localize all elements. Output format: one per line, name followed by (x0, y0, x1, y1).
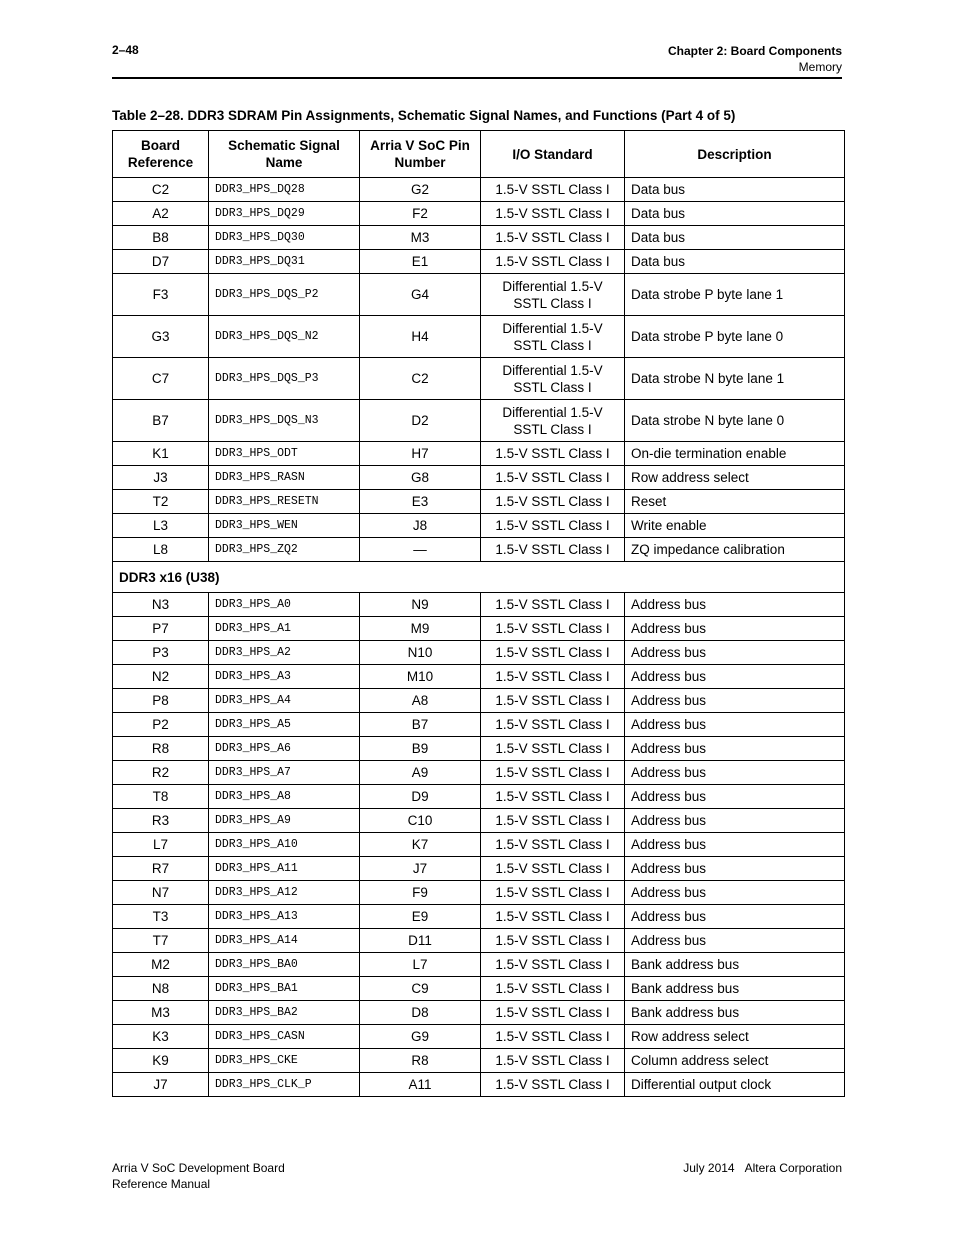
table-row (113, 929, 845, 953)
io-standard-cell: 1.5-V SSTL Class I (481, 442, 625, 466)
column-header: Schematic Signal Name (209, 131, 360, 178)
signal-name-cell: DDR3_HPS_BA1 (209, 977, 360, 1001)
description-cell: On-die termination enable (625, 442, 845, 466)
table-row (113, 881, 845, 905)
pin-number-cell: G9 (360, 1025, 481, 1049)
table-row (113, 953, 845, 977)
description-cell: Data strobe P byte lane 1 (625, 274, 845, 316)
table-row (113, 1073, 845, 1097)
pin-number-cell: G8 (360, 466, 481, 490)
board-reference-cell: J7 (113, 1073, 209, 1097)
table-row (113, 857, 845, 881)
page-number: 2–48 (112, 43, 139, 57)
signal-name-cell: DDR3_HPS_RESETN (209, 490, 360, 514)
pin-number-cell: E1 (360, 250, 481, 274)
signal-name-cell: DDR3_HPS_WEN (209, 514, 360, 538)
board-reference-cell: P2 (113, 713, 209, 737)
table-row (113, 226, 845, 250)
section-row (113, 562, 845, 593)
pin-number-cell: B7 (360, 713, 481, 737)
table-row (113, 1025, 845, 1049)
table-row (113, 1049, 845, 1073)
table-row (113, 250, 845, 274)
description-cell: Bank address bus (625, 953, 845, 977)
signal-name-cell: DDR3_HPS_DQ31 (209, 250, 360, 274)
io-standard-cell: 1.5-V SSTL Class I (481, 226, 625, 250)
io-standard-cell: 1.5-V SSTL Class I (481, 202, 625, 226)
pin-number-cell: D8 (360, 1001, 481, 1025)
pin-number-cell: G4 (360, 274, 481, 316)
pin-number-cell: C2 (360, 358, 481, 400)
description-cell: Address bus (625, 737, 845, 761)
board-reference-cell: T7 (113, 929, 209, 953)
io-standard-cell: 1.5-V SSTL Class I (481, 1073, 625, 1097)
pin-number-cell: H7 (360, 442, 481, 466)
signal-name-cell: DDR3_HPS_DQS_N2 (209, 316, 360, 358)
signal-name-cell: DDR3_HPS_DQS_N3 (209, 400, 360, 442)
signal-name-cell: DDR3_HPS_A12 (209, 881, 360, 905)
description-cell: Address bus (625, 665, 845, 689)
board-reference-cell: L8 (113, 538, 209, 562)
signal-name-cell: DDR3_HPS_A10 (209, 833, 360, 857)
pin-number-cell: J8 (360, 514, 481, 538)
description-cell: Row address select (625, 466, 845, 490)
signal-name-cell: DDR3_HPS_DQ29 (209, 202, 360, 226)
board-reference-cell: N8 (113, 977, 209, 1001)
io-standard-cell: 1.5-V SSTL Class I (481, 857, 625, 881)
description-cell: Address bus (625, 761, 845, 785)
table-row (113, 466, 845, 490)
table-row (113, 316, 845, 358)
io-standard-cell: 1.5-V SSTL Class I (481, 905, 625, 929)
io-standard-cell: Differential 1.5-V SSTL Class I (481, 400, 625, 442)
board-reference-cell: F3 (113, 274, 209, 316)
signal-name-cell: DDR3_HPS_A5 (209, 713, 360, 737)
description-cell: Data bus (625, 250, 845, 274)
board-reference-cell: R8 (113, 737, 209, 761)
signal-name-cell: DDR3_HPS_RASN (209, 466, 360, 490)
io-standard-cell: 1.5-V SSTL Class I (481, 809, 625, 833)
pin-number-cell: N9 (360, 593, 481, 617)
io-standard-cell: Differential 1.5-V SSTL Class I (481, 274, 625, 316)
pin-number-cell: N10 (360, 641, 481, 665)
table-row (113, 761, 845, 785)
signal-name-cell: DDR3_HPS_BA2 (209, 1001, 360, 1025)
pin-number-cell: E3 (360, 490, 481, 514)
footer-right (683, 1160, 842, 1176)
io-standard-cell: 1.5-V SSTL Class I (481, 665, 625, 689)
doc-title: Arria V SoC Development Board (112, 1161, 285, 1175)
column-header: I/O Standard (481, 131, 625, 178)
signal-name-cell: DDR3_HPS_A6 (209, 737, 360, 761)
description-cell: Address bus (625, 929, 845, 953)
io-standard-cell: 1.5-V SSTL Class I (481, 250, 625, 274)
company-name: Altera Corporation (744, 1161, 842, 1175)
publication-date: July 2014 (683, 1161, 735, 1175)
description-cell: Bank address bus (625, 977, 845, 1001)
description-cell: Data strobe N byte lane 0 (625, 400, 845, 442)
io-standard-cell: 1.5-V SSTL Class I (481, 1049, 625, 1073)
io-standard-cell: 1.5-V SSTL Class I (481, 737, 625, 761)
description-cell: Address bus (625, 641, 845, 665)
header-rule (112, 77, 842, 79)
signal-name-cell: DDR3_HPS_A13 (209, 905, 360, 929)
description-cell: Address bus (625, 713, 845, 737)
board-reference-cell: R2 (113, 761, 209, 785)
description-cell: Address bus (625, 593, 845, 617)
table-row (113, 358, 845, 400)
signal-name-cell: DDR3_HPS_A7 (209, 761, 360, 785)
table-row (113, 809, 845, 833)
section-title: Memory (798, 60, 842, 74)
board-reference-cell: N2 (113, 665, 209, 689)
signal-name-cell: DDR3_HPS_A11 (209, 857, 360, 881)
description-cell: Address bus (625, 689, 845, 713)
description-cell: Row address select (625, 1025, 845, 1049)
table-row (113, 593, 845, 617)
description-cell: Address bus (625, 905, 845, 929)
io-standard-cell: 1.5-V SSTL Class I (481, 514, 625, 538)
board-reference-cell: M2 (113, 953, 209, 977)
table-row (113, 538, 845, 562)
signal-name-cell: DDR3_HPS_DQ30 (209, 226, 360, 250)
board-reference-cell: A2 (113, 202, 209, 226)
description-cell: Address bus (625, 617, 845, 641)
description-cell: Bank address bus (625, 1001, 845, 1025)
pin-number-cell: L7 (360, 953, 481, 977)
io-standard-cell: 1.5-V SSTL Class I (481, 466, 625, 490)
signal-name-cell: DDR3_HPS_DQS_P3 (209, 358, 360, 400)
io-standard-cell: 1.5-V SSTL Class I (481, 713, 625, 737)
table-header-row (113, 131, 845, 178)
description-cell: Address bus (625, 857, 845, 881)
pin-number-cell: F9 (360, 881, 481, 905)
description-cell: Address bus (625, 881, 845, 905)
table-row (113, 785, 845, 809)
signal-name-cell: DDR3_HPS_A3 (209, 665, 360, 689)
pin-number-cell: B9 (360, 737, 481, 761)
chapter-title: Chapter 2: Board Components (667, 44, 842, 58)
pin-number-cell: D9 (360, 785, 481, 809)
board-reference-cell: K9 (113, 1049, 209, 1073)
description-cell: Data bus (625, 202, 845, 226)
board-reference-cell: P8 (113, 689, 209, 713)
description-cell: Differential output clock (625, 1073, 845, 1097)
board-reference-cell: C2 (113, 178, 209, 202)
pin-number-cell: D2 (360, 400, 481, 442)
pin-number-cell: R8 (360, 1049, 481, 1073)
description-cell: Address bus (625, 785, 845, 809)
footer-left (112, 1160, 285, 1192)
board-reference-cell: J3 (113, 466, 209, 490)
table-row (113, 400, 845, 442)
io-standard-cell: 1.5-V SSTL Class I (481, 977, 625, 1001)
table-row (113, 617, 845, 641)
board-reference-cell: N3 (113, 593, 209, 617)
description-cell: Data bus (625, 178, 845, 202)
io-standard-cell: 1.5-V SSTL Class I (481, 1001, 625, 1025)
pin-number-cell: F2 (360, 202, 481, 226)
signal-name-cell: DDR3_HPS_CLK_P (209, 1073, 360, 1097)
signal-name-cell: DDR3_HPS_A4 (209, 689, 360, 713)
running-header (668, 43, 842, 75)
io-standard-cell: 1.5-V SSTL Class I (481, 929, 625, 953)
pin-number-cell: M10 (360, 665, 481, 689)
io-standard-cell: 1.5-V SSTL Class I (481, 1025, 625, 1049)
table-row (113, 905, 845, 929)
pin-number-cell: D11 (360, 929, 481, 953)
board-reference-cell: M3 (113, 1001, 209, 1025)
table-caption: Table 2–28. DDR3 SDRAM Pin Assignments, Schematic Signal Names, and Functions (Part 4 of 5) (112, 108, 736, 123)
table-row (113, 641, 845, 665)
signal-name-cell: DDR3_HPS_CASN (209, 1025, 360, 1049)
description-cell: Address bus (625, 809, 845, 833)
board-reference-cell: T2 (113, 490, 209, 514)
table-row (113, 490, 845, 514)
board-reference-cell: R3 (113, 809, 209, 833)
table-section (113, 562, 845, 593)
table-body-part-a (113, 178, 845, 562)
table-row (113, 977, 845, 1001)
table-row (113, 442, 845, 466)
io-standard-cell: 1.5-V SSTL Class I (481, 617, 625, 641)
pin-number-cell: M9 (360, 617, 481, 641)
pin-number-cell: J7 (360, 857, 481, 881)
pin-number-cell: E9 (360, 905, 481, 929)
column-header: Board Reference (113, 131, 209, 178)
table-row (113, 514, 845, 538)
signal-name-cell: DDR3_HPS_A14 (209, 929, 360, 953)
board-reference-cell: K3 (113, 1025, 209, 1049)
pin-number-cell: — (360, 538, 481, 562)
board-reference-cell: G3 (113, 316, 209, 358)
board-reference-cell: P7 (113, 617, 209, 641)
board-reference-cell: B8 (113, 226, 209, 250)
board-reference-cell: L3 (113, 514, 209, 538)
pin-number-cell: C10 (360, 809, 481, 833)
pin-number-cell: A9 (360, 761, 481, 785)
pin-number-cell: K7 (360, 833, 481, 857)
io-standard-cell: 1.5-V SSTL Class I (481, 490, 625, 514)
board-reference-cell: C7 (113, 358, 209, 400)
signal-name-cell: DDR3_HPS_DQ28 (209, 178, 360, 202)
column-header: Description (625, 131, 845, 178)
signal-name-cell: DDR3_HPS_A1 (209, 617, 360, 641)
table-row (113, 689, 845, 713)
signal-name-cell: DDR3_HPS_A8 (209, 785, 360, 809)
pin-number-cell: A11 (360, 1073, 481, 1097)
signal-name-cell: DDR3_HPS_ZQ2 (209, 538, 360, 562)
signal-name-cell: DDR3_HPS_A2 (209, 641, 360, 665)
table-row (113, 1001, 845, 1025)
table-row (113, 178, 845, 202)
table-row (113, 833, 845, 857)
description-cell: ZQ impedance calibration (625, 538, 845, 562)
description-cell: Reset (625, 490, 845, 514)
io-standard-cell: Differential 1.5-V SSTL Class I (481, 316, 625, 358)
board-reference-cell: N7 (113, 881, 209, 905)
description-cell: Data strobe P byte lane 0 (625, 316, 845, 358)
pin-number-cell: C9 (360, 977, 481, 1001)
io-standard-cell: 1.5-V SSTL Class I (481, 538, 625, 562)
signal-name-cell: DDR3_HPS_DQS_P2 (209, 274, 360, 316)
io-standard-cell: 1.5-V SSTL Class I (481, 881, 625, 905)
board-reference-cell: D7 (113, 250, 209, 274)
signal-name-cell: DDR3_HPS_A9 (209, 809, 360, 833)
pin-number-cell: H4 (360, 316, 481, 358)
table-row (113, 665, 845, 689)
section-label: DDR3 x16 (U38) (113, 562, 845, 593)
description-cell: Data bus (625, 226, 845, 250)
io-standard-cell: 1.5-V SSTL Class I (481, 761, 625, 785)
table-row (113, 274, 845, 316)
board-reference-cell: B7 (113, 400, 209, 442)
column-header: Arria V SoC Pin Number (360, 131, 481, 178)
io-standard-cell: 1.5-V SSTL Class I (481, 785, 625, 809)
doc-subtitle: Reference Manual (112, 1177, 211, 1191)
pin-number-cell: G2 (360, 178, 481, 202)
io-standard-cell: Differential 1.5-V SSTL Class I (481, 358, 625, 400)
pin-assignment-table (112, 130, 845, 1097)
board-reference-cell: K1 (113, 442, 209, 466)
io-standard-cell: 1.5-V SSTL Class I (481, 641, 625, 665)
io-standard-cell: 1.5-V SSTL Class I (481, 953, 625, 977)
description-cell: Data strobe N byte lane 1 (625, 358, 845, 400)
io-standard-cell: 1.5-V SSTL Class I (481, 689, 625, 713)
board-reference-cell: T8 (113, 785, 209, 809)
board-reference-cell: L7 (113, 833, 209, 857)
table-body-part-b (113, 593, 845, 1097)
board-reference-cell: P3 (113, 641, 209, 665)
table-row (113, 202, 845, 226)
io-standard-cell: 1.5-V SSTL Class I (481, 178, 625, 202)
board-reference-cell: T3 (113, 905, 209, 929)
signal-name-cell: DDR3_HPS_BA0 (209, 953, 360, 977)
signal-name-cell: DDR3_HPS_ODT (209, 442, 360, 466)
signal-name-cell: DDR3_HPS_A0 (209, 593, 360, 617)
io-standard-cell: 1.5-V SSTL Class I (481, 593, 625, 617)
board-reference-cell: R7 (113, 857, 209, 881)
signal-name-cell: DDR3_HPS_CKE (209, 1049, 360, 1073)
table-row (113, 713, 845, 737)
description-cell: Address bus (625, 833, 845, 857)
pin-number-cell: M3 (360, 226, 481, 250)
pin-number-cell: A8 (360, 689, 481, 713)
description-cell: Column address select (625, 1049, 845, 1073)
io-standard-cell: 1.5-V SSTL Class I (481, 833, 625, 857)
table-row (113, 737, 845, 761)
description-cell: Write enable (625, 514, 845, 538)
